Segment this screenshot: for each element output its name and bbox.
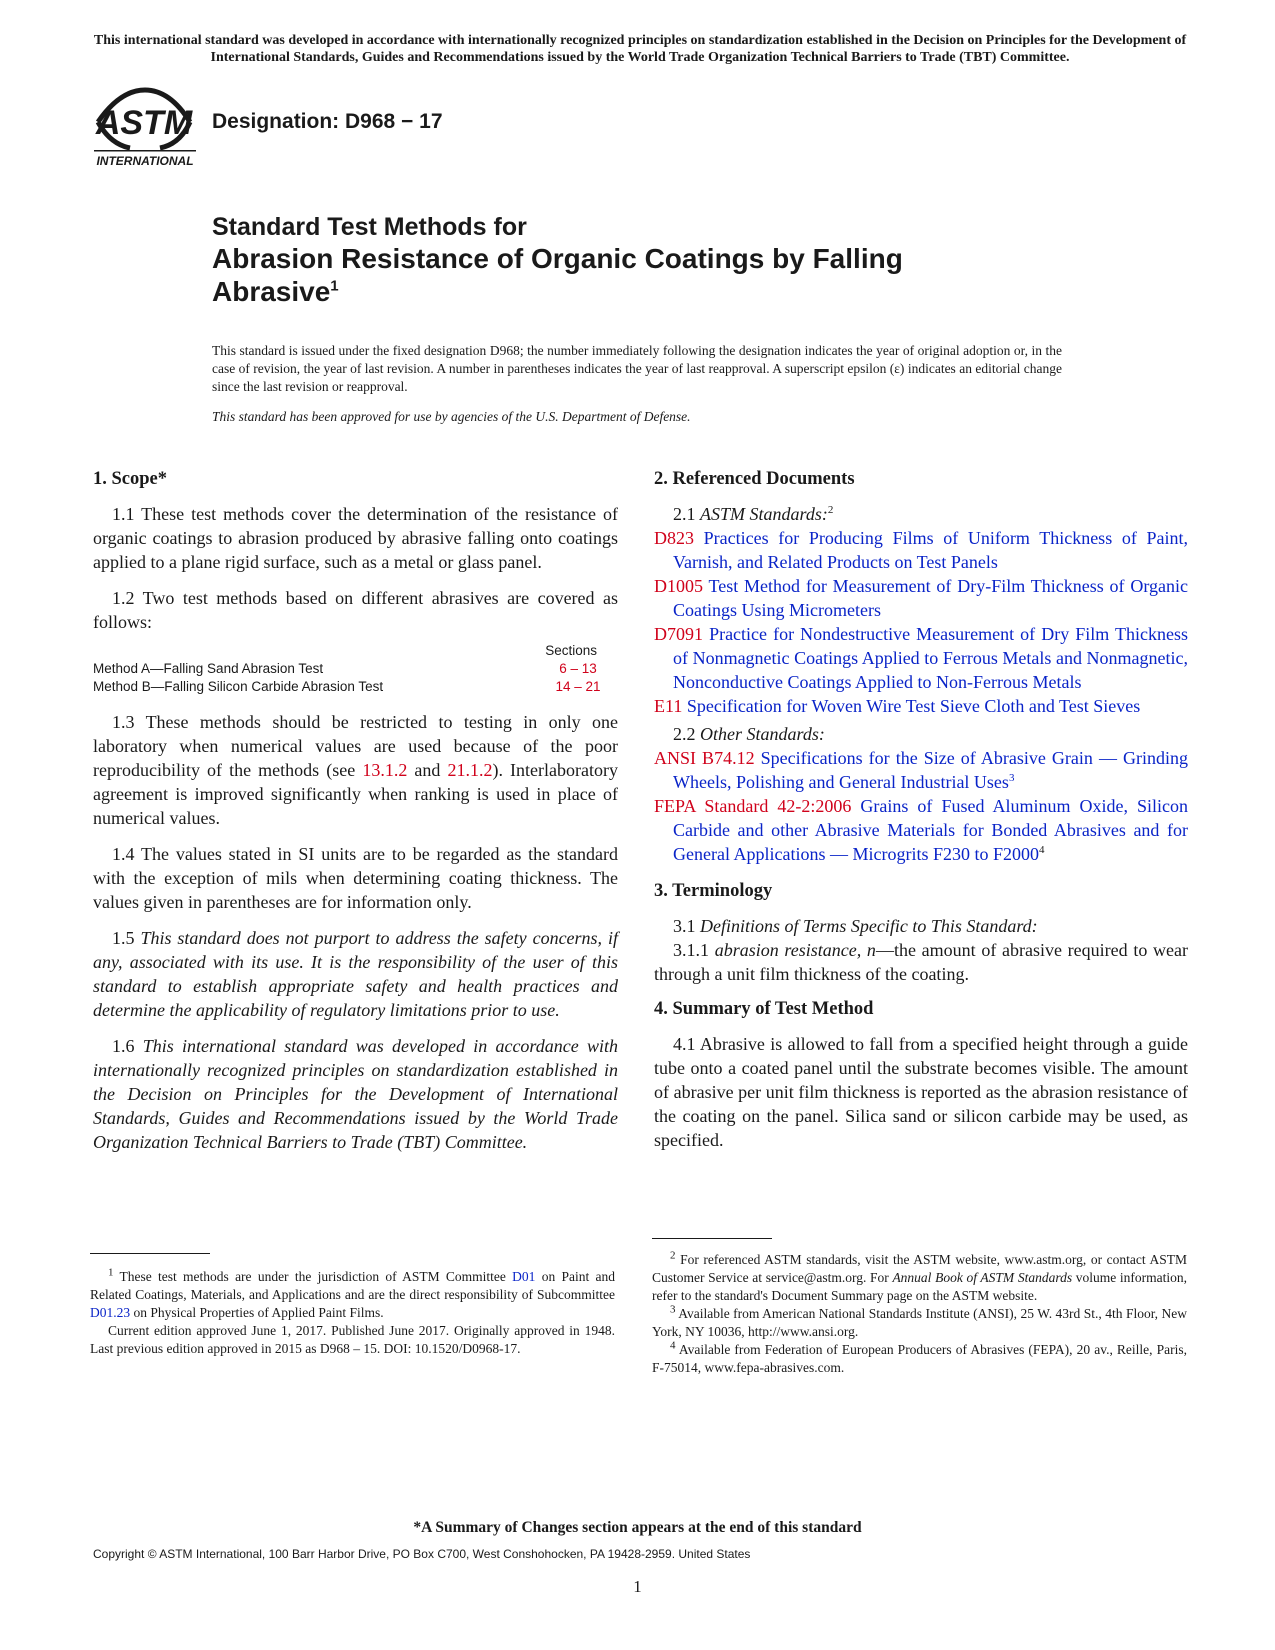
methods-table	[93, 642, 618, 696]
right-footnotes	[652, 1238, 1187, 1377]
title-line-3: Abrasive$^1$	[212, 276, 339, 307]
title-line-2: Abrasion Resistance of Organic Coatings by Falling	[212, 243, 903, 274]
ref-item[interactable]: E11 Specification for Woven Wire Test Sieve Cloth and Test Sieves	[654, 696, 1141, 716]
section-link[interactable]: 13.1.2	[362, 760, 408, 780]
method-name: Method A—Falling Sand Abrasion Test	[93, 661, 324, 676]
footnote-2: $^2$ For referenced ASTM standards, visit the ASTM website, www.astm.org, or contact ASTM Customer Service at service@astm.org. For Annual Book of ASTM Standards volume information, refer to the standard's Document Summary page on the ASTM website.	[652, 1249, 1188, 1303]
method-row	[93, 660, 618, 678]
ref-item[interactable]: D7091 Practice for Nondestructive Measurement of Dry Film Thickness of Nonmagnetic Coatings Applied to Ferrous Metals and Nonmagnetic, Nonconductive Coatings Applied to Non-Ferrous Metals	[654, 624, 1189, 692]
terminology-3-1-1: 3.1.1 abrasion resistance, n—the amount of abrasive required to wear through a unit film thickness of the coating.	[654, 940, 1189, 984]
other-standards-label: 2.2 Other Standards:	[673, 724, 825, 744]
document-title	[212, 212, 1112, 308]
copyright: Copyright © ASTM International, 100 Barr Harbor Drive, PO Box C700, West Conshohocken, PA 19428-2959. United States	[93, 1547, 751, 1561]
footnote-rule	[652, 1238, 772, 1239]
title-line-1: Standard Test Methods for	[212, 213, 527, 241]
svg-text:INTERNATIONAL: INTERNATIONAL	[96, 154, 194, 168]
scope-1-4: 1.4 The values stated in SI units are to be regarded as the standard with the exception of mils when determining coating thickness. The values given in parentheses are for information only.	[93, 844, 618, 912]
method-sections-link[interactable]: 14 – 21	[555, 679, 601, 694]
committee-link[interactable]: D01	[512, 1269, 536, 1284]
page-number: 1	[633, 1577, 642, 1596]
section-link[interactable]: 21.1.2	[447, 760, 493, 780]
astm-standards-label: 2.1 ASTM Standards:$^2$	[673, 504, 834, 524]
method-name: Method B—Falling Silicon Carbide Abrasion Test	[93, 679, 384, 694]
scope-1-1: 1.1 These test methods cover the determination of the resistance of organic coatings to abrasion produced by abrasive falling onto coatings applied to a plane rigid surface, such as a metal or glass panel.	[93, 504, 618, 572]
left-footnotes	[90, 1253, 615, 1358]
summary-of-changes-note: *A Summary of Changes section appears at the end of this standard	[413, 1519, 862, 1536]
methods-header: Sections	[545, 643, 597, 658]
subcommittee-link[interactable]: D01.23	[90, 1305, 131, 1320]
terminology-heading: 3. Terminology	[654, 881, 773, 901]
method-row	[93, 678, 618, 696]
svg-text:ASTM: ASTM	[95, 104, 193, 142]
scope-heading: 1. Scope*	[93, 469, 167, 489]
ref-item[interactable]: D1005 Test Method for Measurement of Dry-Film Thickness of Organic Coatings Using Micrometers	[654, 576, 1188, 620]
scope-1-2: 1.2 Two test methods based on different abrasives are covered as follows:	[93, 588, 618, 632]
designation: Designation: D968 − 17	[212, 110, 443, 133]
title-footnote-ref[interactable]: 1	[330, 277, 339, 295]
footnote-4: $^4$ Available from Federation of European Producers of Abrasives (FEPA), 20 av., Reille, Paris, F-75014, www.fepa-abrasives.com.	[652, 1339, 1187, 1375]
ref-item[interactable]: D823 Practices for Producing Films of Uniform Thickness of Paint, Varnish, and Related Products on Test Panels	[654, 528, 1189, 572]
astm-logo-icon	[90, 82, 200, 174]
footnote-rule	[90, 1253, 210, 1254]
right-column	[654, 468, 1188, 1164]
issued-statement: This standard is issued under the fixed designation D968; the number immediately following the designation indicates the year of original adoption or, in the case of revision, the year of last revision. A number in parentheses indicates the year of last reapproval. A superscript epsilon (ε) indicates an editorial change since the last revision or reapproval.	[212, 343, 1062, 394]
edition-note: Current edition approved June 1, 2017. Published June 2017. Originally approved in 1948. Last previous edition approved in 2015 as D968 – 15. DOI: 10.1520/D0968-17.	[90, 1323, 615, 1356]
ref-item[interactable]: ANSI B74.12 Specifications for the Size of Abrasive Grain — Grinding Wheels, Polishing and General Industrial Uses$^3$	[654, 748, 1188, 792]
astm-logo	[90, 82, 200, 174]
footnote-block	[652, 1251, 1187, 1377]
left-column	[93, 468, 618, 1166]
summary-method-heading: 4. Summary of Test Method	[654, 999, 874, 1019]
header-notice: This international standard was developed in accordance with internationally recognized principles on standardization established in the Decision on Principles for the Development of International Standards, Guides and Recommendations issued by the World Trade Organization Technical Barriers to Trade (TBT) Committee.	[93, 33, 1187, 65]
method-sections-link[interactable]: 6 – 13	[559, 661, 597, 676]
terminology-3-1: 3.1 Definitions of Terms Specific to This Standard:	[673, 916, 1038, 936]
dod-statement: This standard has been approved for use by agencies of the U.S. Department of Defense.	[212, 409, 691, 424]
scope-1-5: 1.5 This standard does not purport to address the safety concerns, if any, associated with its use. It is the responsibility of the user of this standard to establish appropriate safety and health practices and determine the applicability of regulatory limitations prior to use.	[93, 928, 618, 1020]
summary-4-1: 4.1 Abrasive is allowed to fall from a specified height through a guide tube onto a coated panel until the substrate becomes visible. The amount of abrasive per unit film thickness is reported as the abrasion resistance of the coating on the panel. Silica sand or silicon carbide may be used, as specified.	[654, 1034, 1188, 1150]
ref-item[interactable]: FEPA Standard 42-2:2006 Grains of Fused Aluminum Oxide, Silicon Carbide and other Abrasive Materials for Bonded Abrasives and for General Applications — Microgrits F230 to F2000$^4$	[654, 796, 1188, 864]
footnote-block	[90, 1268, 615, 1358]
footnote-1: $^1$ These test methods are under the jurisdiction of ASTM Committee D01 on Paint and Related Coatings, Materials, and Applications and are the direct responsibility of Subcommittee D01.23 on Physical Properties of Applied Paint Films.	[90, 1266, 615, 1320]
scope-1-3: 1.3 These methods should be restricted to testing in only one laboratory when numerical values are used because of the poor reproducibility of the methods (see 13.1.2 and 21.1.2). Interlaboratory agreement is improved significantly when ranking is used in place of numerical values.	[93, 712, 618, 828]
footnote-3: $^3$ Available from American National Standards Institute (ANSI), 25 W. 43rd St., 4th Floor, New York, NY 10036, http://www.ansi.org.	[652, 1303, 1187, 1339]
refs-heading: 2. Referenced Documents	[654, 469, 855, 489]
scope-1-6: 1.6 This international standard was developed in accordance with internationally recognized principles on standardization established in the Decision on Principles for the Development of International Standards, Guides and Recommendations issued by the World Trade Organization Technical Barriers to Trade (TBT) Committee.	[93, 1036, 618, 1152]
